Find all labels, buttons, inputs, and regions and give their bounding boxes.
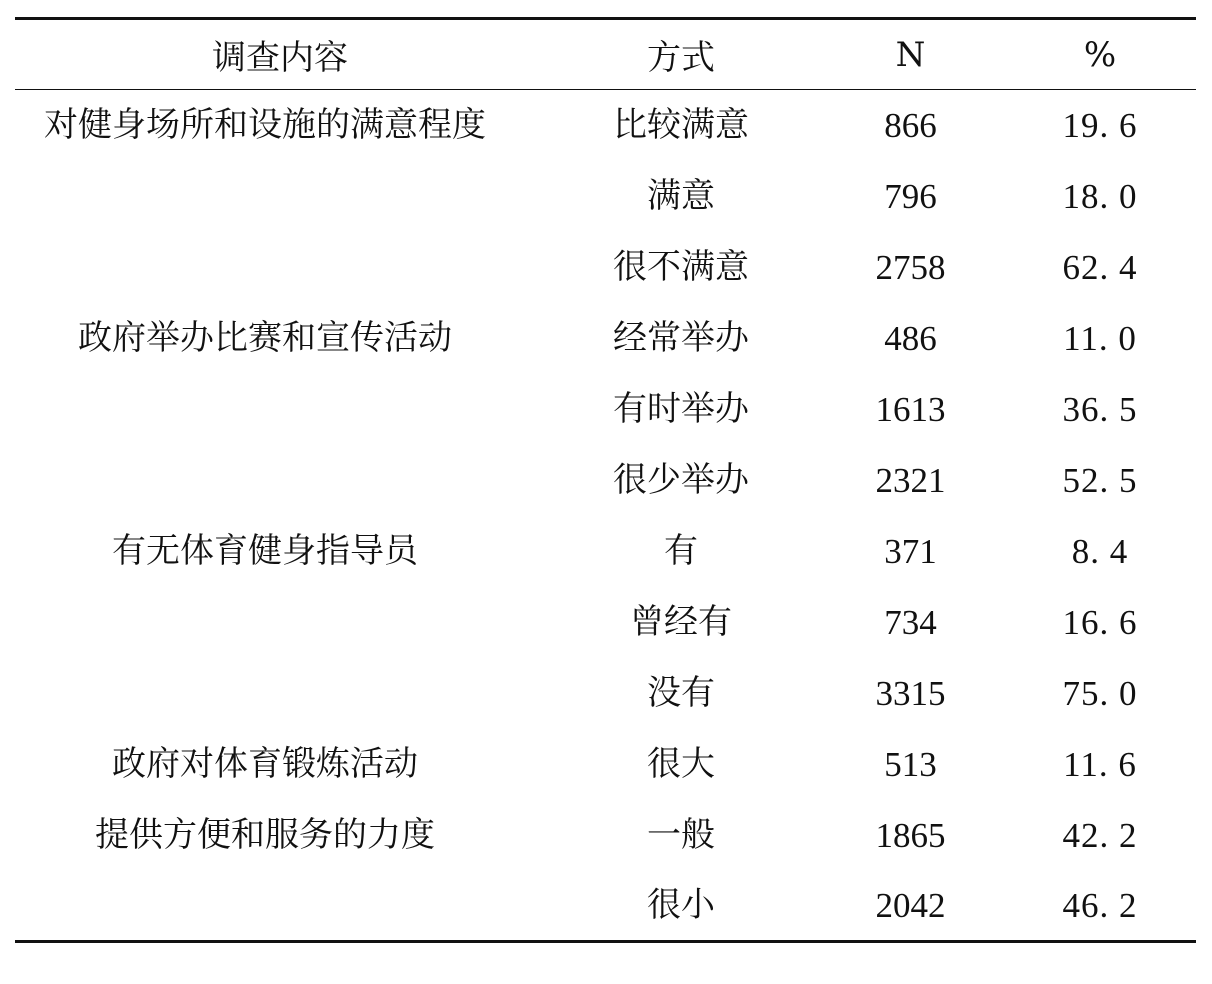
cell-pct: 11. 0: [1063, 318, 1137, 358]
cell-option: 很少举办: [613, 460, 749, 500]
cell-pct: 42. 2: [1062, 815, 1138, 855]
table-row: [15, 516, 1196, 587]
table-row: [15, 374, 1196, 445]
cell-pct: 52. 5: [1062, 460, 1138, 500]
cell-pct: 11. 6: [1063, 744, 1137, 784]
table-row: [15, 232, 1196, 303]
cell-item: [15, 871, 545, 942]
cell-item: 有无体育健身指导员: [112, 531, 418, 571]
data-table-container: [15, 17, 1196, 943]
cell-item: [15, 587, 545, 658]
cell-option: 没有: [647, 673, 715, 713]
table-header-row: [15, 19, 1196, 90]
table-row: [15, 587, 1196, 658]
cell-n: 734: [884, 602, 937, 642]
cell-n: 2042: [817, 871, 1004, 942]
cell-pct: 18. 0: [1062, 176, 1138, 216]
cell-n: 486: [884, 318, 937, 358]
cell-item: [15, 445, 545, 516]
cell-pct: 75. 0: [1062, 673, 1138, 713]
cell-item: [15, 374, 545, 445]
cell-n: 1613: [875, 389, 946, 429]
header-survey-content: 调查内容: [15, 19, 545, 90]
cell-option: 有: [664, 531, 698, 571]
table-row: [15, 658, 1196, 729]
cell-option: 很不满意: [613, 247, 749, 287]
cell-n: 513: [884, 744, 937, 784]
header-method: 方式: [545, 19, 817, 90]
cell-n: 2321: [875, 460, 946, 500]
survey-table: [15, 17, 1196, 943]
cell-n: 2758: [875, 247, 946, 287]
cell-item: [15, 658, 545, 729]
cell-item: 政府举办比赛和宣传活动: [78, 318, 452, 358]
table-row: [15, 445, 1196, 516]
cell-pct: 46. 2: [1004, 871, 1196, 942]
cell-item: 政府对体育锻炼活动: [112, 744, 418, 784]
cell-n: 866: [884, 105, 937, 145]
cell-option: 满意: [647, 176, 715, 216]
header-percent: %: [1004, 19, 1196, 90]
cell-option: 经常举办: [613, 318, 749, 358]
cell-pct: 19. 6: [1062, 105, 1138, 145]
table-row: [15, 161, 1196, 232]
table-row: [15, 303, 1196, 374]
cell-pct: 36. 5: [1062, 389, 1138, 429]
table-row: [15, 90, 1196, 161]
table-row: [15, 871, 1196, 942]
cell-option: 很小: [545, 871, 817, 942]
cell-pct: 8. 4: [1071, 531, 1129, 571]
cell-option: 一般: [647, 815, 715, 855]
header-count: N: [817, 19, 1004, 90]
cell-item: [15, 161, 545, 232]
cell-pct: 16. 6: [1062, 602, 1138, 642]
cell-option: 比较满意: [613, 105, 749, 146]
table-row: [15, 800, 1196, 871]
cell-n: 371: [884, 531, 937, 571]
cell-option: 很大: [647, 744, 715, 784]
cell-item: [15, 232, 545, 303]
cell-n: 1865: [875, 815, 946, 855]
cell-item: 对健身场所和设施的满意程度: [44, 105, 486, 146]
cell-n: 3315: [875, 673, 946, 713]
cell-item: 提供方便和服务的力度: [95, 815, 435, 855]
cell-option: 曾经有: [630, 602, 732, 642]
cell-pct: 62. 4: [1062, 247, 1138, 287]
table-row: [15, 729, 1196, 800]
cell-option: 有时举办: [613, 389, 749, 429]
cell-n: 796: [884, 176, 937, 216]
